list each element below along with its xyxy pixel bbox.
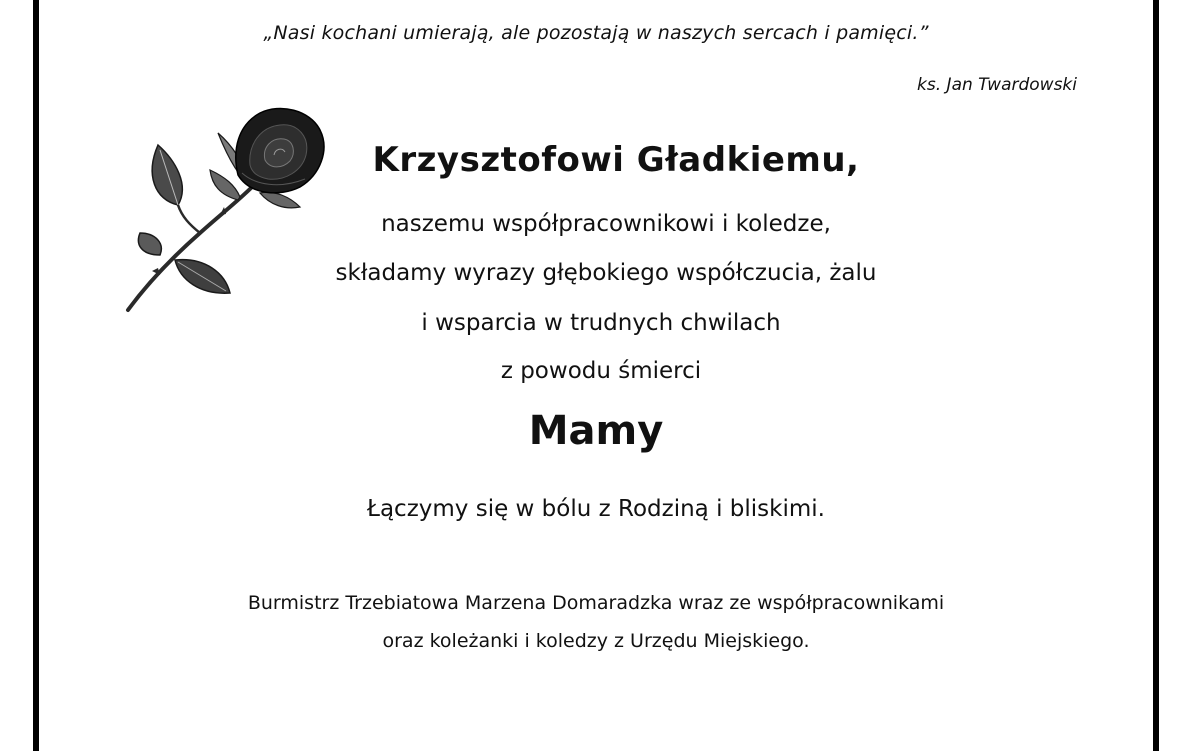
- recipient-name: Krzysztofowi Gładkiemu,: [372, 140, 860, 180]
- body-line-2: składamy wyrazy głębokiego współczucia, żalu: [335, 260, 877, 286]
- quote-text: „Nasi kochani umierają, ale pozostają w naszych sercach i pamięci.”: [263, 22, 929, 44]
- deceased-label: Mamy: [528, 408, 664, 454]
- signature-line-2: oraz koleżanki i koledzy z Urzędu Miejskiego.: [382, 630, 810, 652]
- closing-line: Łączymy się w bólu z Rodziną i bliskimi.: [367, 496, 825, 522]
- body-line-3: i wsparcia w trudnych chwilach: [421, 310, 781, 336]
- signature-line-1: Burmistrz Trzebiatowa Marzena Domaradzka wraz ze współpracownikami: [247, 592, 945, 614]
- body-line-4: z powodu śmierci: [500, 358, 702, 384]
- quote-author: ks. Jan Twardowski: [917, 75, 1077, 95]
- body-line-1: naszemu współpracownikowi i koledze,: [381, 211, 831, 237]
